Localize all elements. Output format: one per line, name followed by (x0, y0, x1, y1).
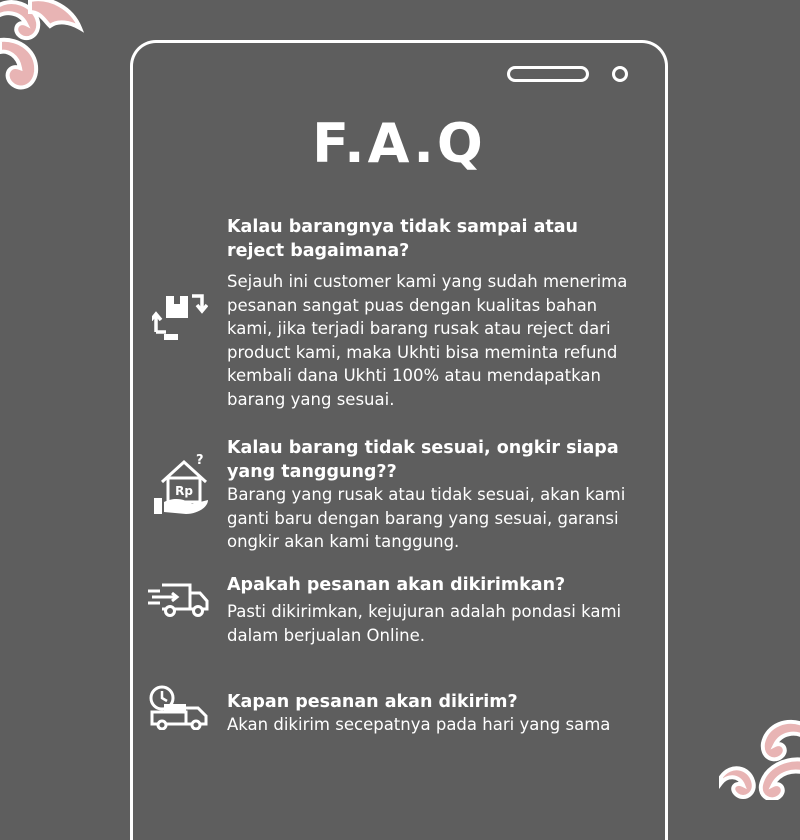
corner-ornament-bottom-right (715, 705, 800, 800)
faq-answer-4: Akan dikirim secepatnya pada hari yang sama (227, 715, 611, 734)
faq-question-2: Kalau barang tidak sesuai, ongkir siapa yang tanggung?? (227, 438, 619, 482)
faq-answer-1: Sejauh ini customer kami yang sudah menerima pesanan sangat puas dengan kualitas bahan kami, jika terjadi barang rusak atau reject dari product kami, maka Ukhti bisa meminta refund kembali dana Ukhti 100% atau mendapatkan barang yang sesuai. (227, 272, 628, 409)
svg-text:Rp: Rp (175, 484, 193, 498)
svg-text:?: ? (196, 453, 204, 468)
phone-camera (612, 66, 628, 82)
fast-delivery-truck-icon (146, 583, 210, 617)
corner-ornament-top-left (0, 0, 90, 95)
page-title: F.A.Q (312, 112, 486, 175)
house-rupiah-hand-icon (152, 452, 212, 518)
delivery-time-truck-icon (146, 684, 210, 730)
box-exchange-icon (152, 288, 208, 344)
faq-question-4: Kapan pesanan akan dikirim? (227, 692, 518, 712)
faq-question-3: Apakah pesanan akan dikirimkan? (227, 575, 566, 595)
faq-answer-3: Pasti dikirimkan, kejujuran adalah pondasi kami dalam berjualan Online. (227, 602, 622, 645)
faq-question-1: Kalau barangnya tidak sampai atau reject bagaimana? (227, 217, 579, 261)
faq-answer-2: Barang yang rusak atau tidak sesuai, akan kami ganti baru dengan barang yang sesuai, garansi ongkir akan kami tanggung. (227, 485, 626, 551)
phone-speaker (507, 66, 589, 82)
